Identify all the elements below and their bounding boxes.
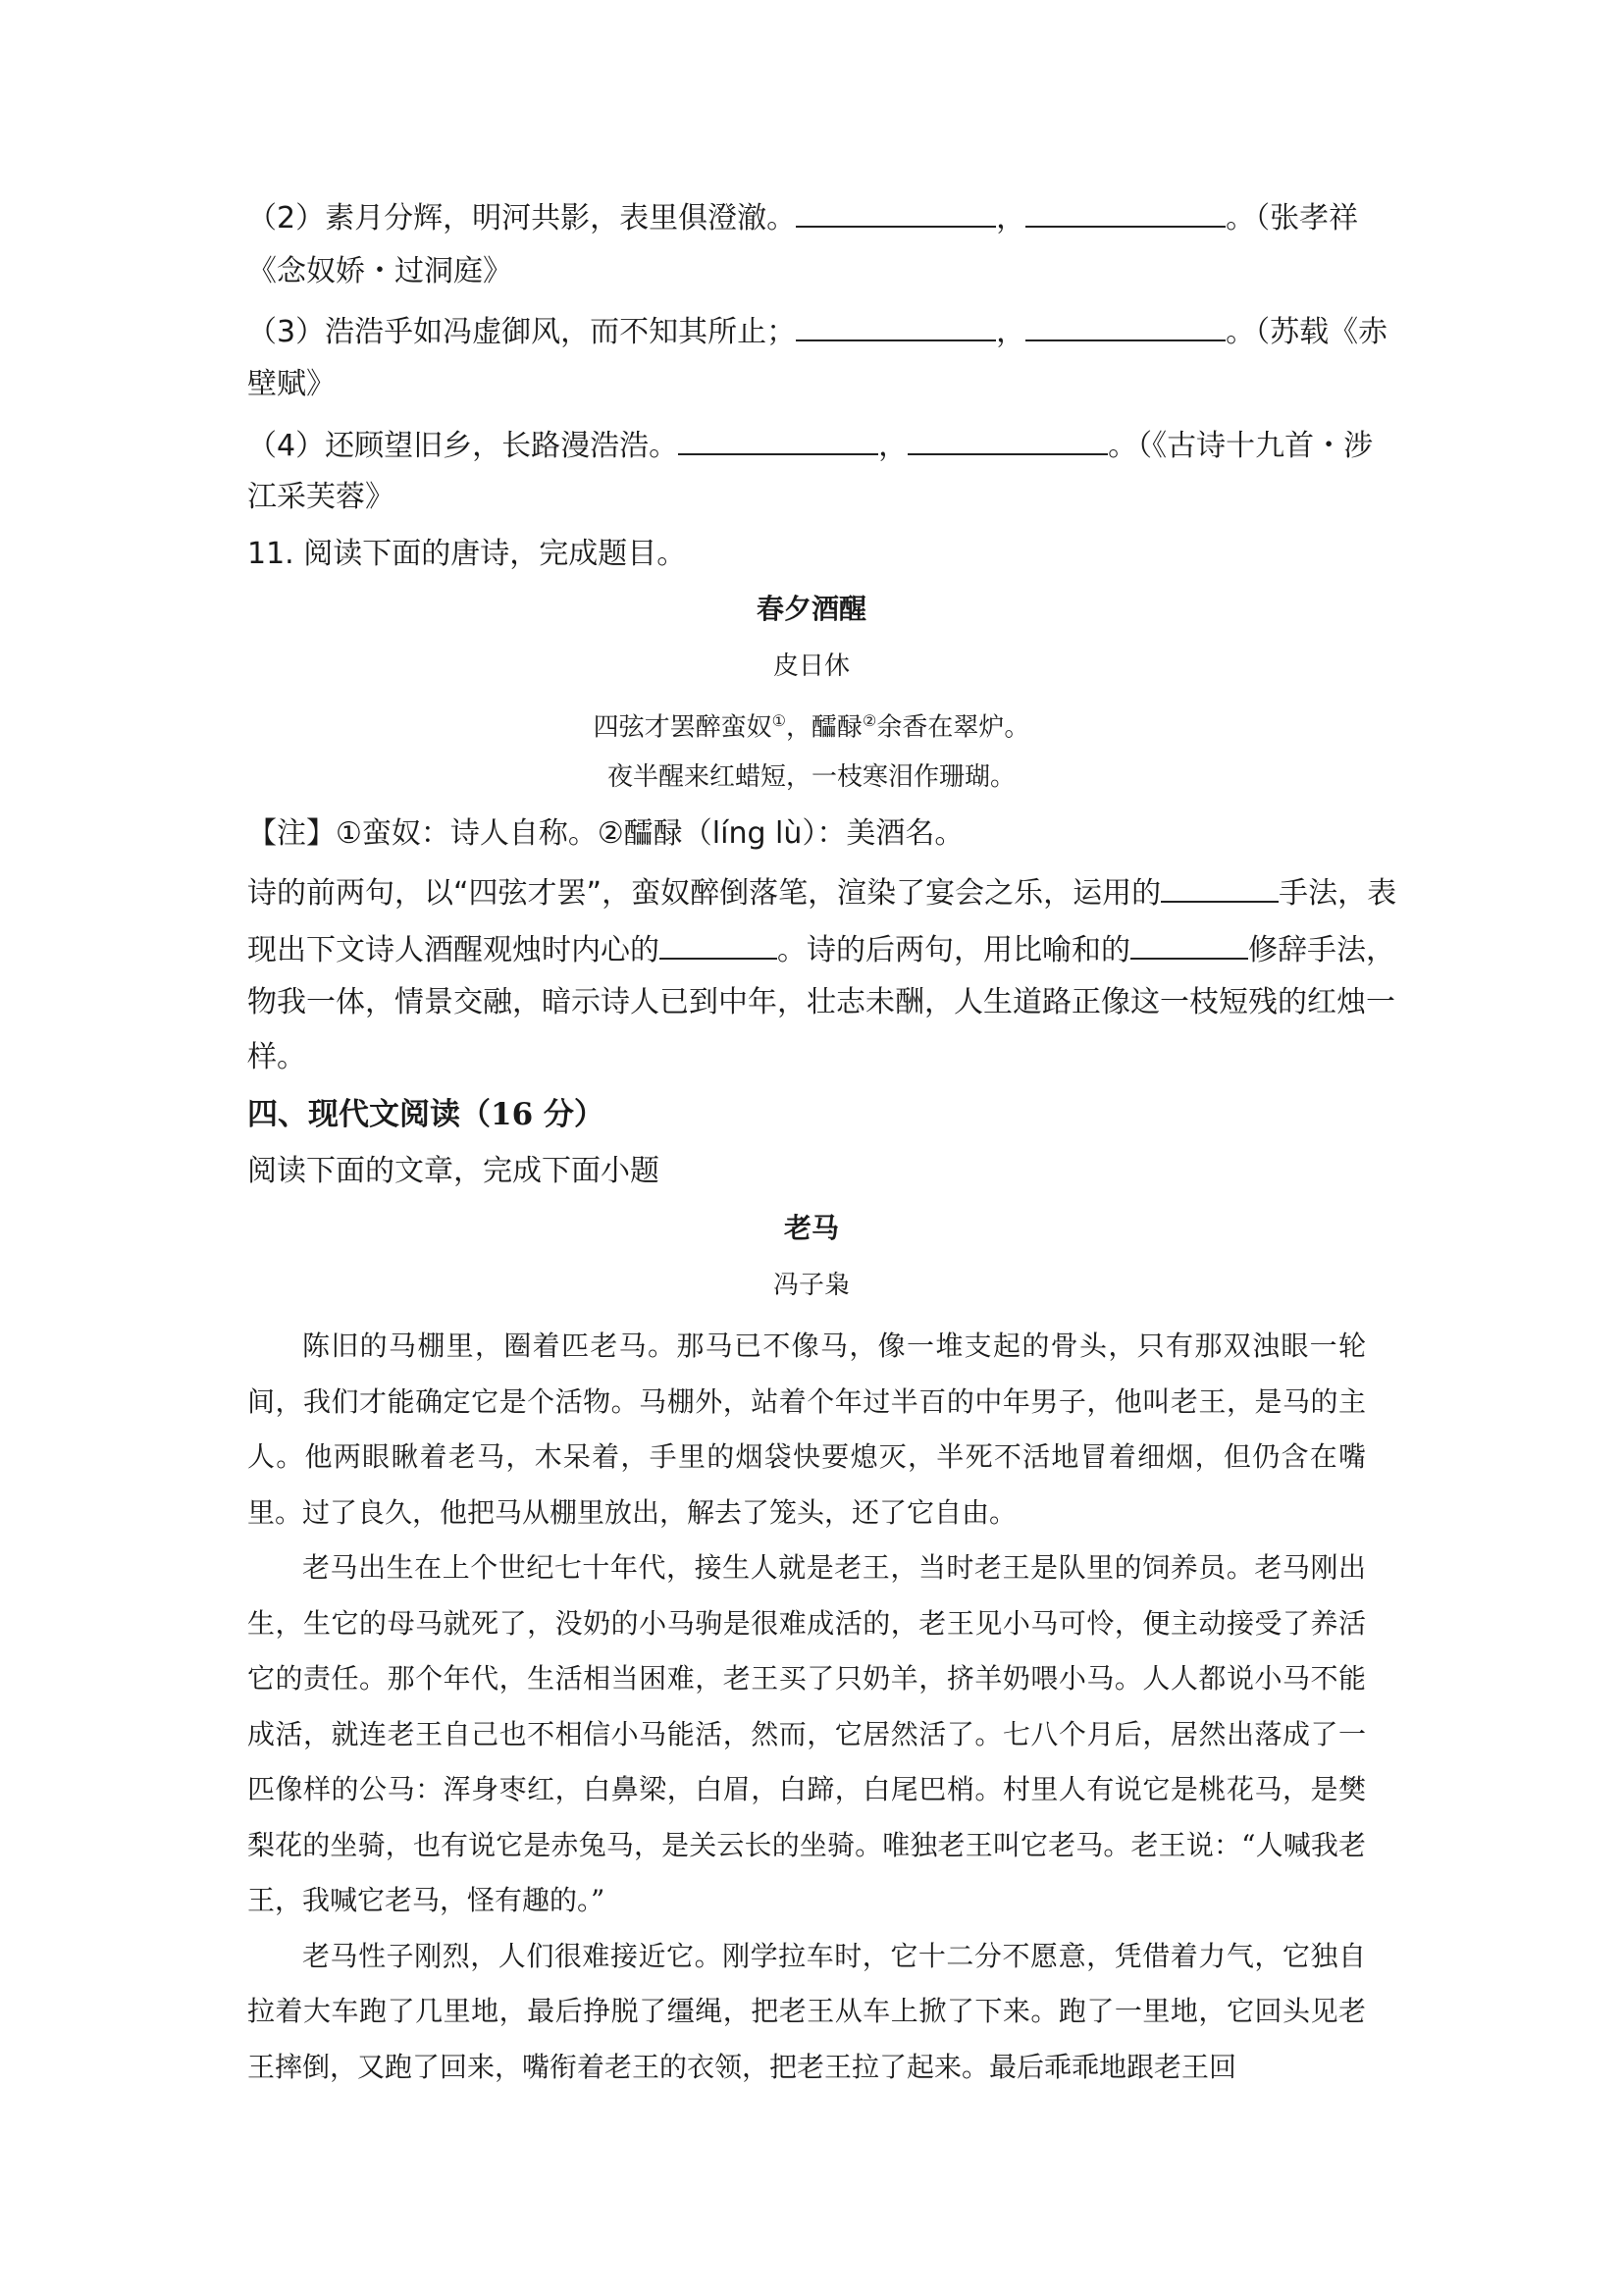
story-title: 老马 xyxy=(783,1212,839,1244)
question-11-line: 物我一体，情景交融，暗示诗人已到中年，壮志未酬，人生道路正像这一枝短残的红烛一 xyxy=(247,985,1395,1019)
answer-blank[interactable] xyxy=(678,424,878,455)
section-instruction: 阅读下面的文章，完成下面小题 xyxy=(247,1154,659,1188)
dictation-q3-cont: 壁赋》 xyxy=(247,367,336,401)
story-author: 冯子枭 xyxy=(772,1271,850,1300)
section-heading: 四、现代文阅读（16 分） xyxy=(247,1097,604,1132)
footnote-marker: ① xyxy=(771,711,786,730)
poem-title: 春夕酒醒 xyxy=(756,593,866,625)
question-11-line: 样。 xyxy=(247,1040,306,1074)
footnote-marker: ② xyxy=(863,711,877,730)
dictation-q2: （2）素月分辉，明河共影，表里俱澄澈。 ， 。（张孝祥 xyxy=(247,196,1358,238)
answer-blank[interactable] xyxy=(1161,871,1279,903)
question-11-line: 诗的前两句，以“四弦才罢”，蛮奴醉倒落笔，渲染了宴会之乐，运用的 手法，表 xyxy=(247,871,1396,913)
dictation-q4: （4）还顾望旧乡，长路漫浩浩。 ， 。（《古诗十九首・涉 xyxy=(247,424,1373,466)
answer-blank[interactable] xyxy=(796,196,996,228)
answer-blank[interactable] xyxy=(796,310,996,341)
poem-line-2: 夜半醒来红蜡短，一枝寒泪作珊瑚。 xyxy=(606,762,1016,792)
poem-note: 【注】①蛮奴：诗人自称。②醽醁（líng lù）：美酒名。 xyxy=(247,816,965,851)
answer-blank[interactable] xyxy=(908,424,1108,455)
story-paragraph: 老马出生在上个世纪七十年代，接生人就是老王，当时老王是队里的饲养员。老马刚出生，生它的母马就死了，没奶的小马驹是很难成活的，老王见小马可怜，便主动接受了养活它的责任。那个年代，生活相当困难，老王买了只奶羊，挤羊奶喂小马。人人都说小马不能成活，就连老王自己也不相信小马能活，然而，它居然活了。七八个月后，居然出落成了一匹像样的公马：浑身枣红，白鼻梁，白眉，白蹄，白尾巴梢。村里人有说它是桃花马，是樊梨花的坐骑，也有说它是赤兔马，是关云长的坐骑。唯独老王叫它老马。老王说：“人喊我老王，我喊它老马，怪有趣的。” xyxy=(247,1551,1366,1916)
dictation-q2-cont: 《念奴娇・过洞庭》 xyxy=(247,254,512,288)
poem-author: 皮日休 xyxy=(772,652,850,681)
poem-line-1: 四弦才罢醉蛮奴①，醽醁②余香在翠炉。 xyxy=(593,711,1030,743)
answer-blank[interactable] xyxy=(659,928,777,960)
answer-blank[interactable] xyxy=(1130,928,1248,960)
answer-blank[interactable] xyxy=(1025,310,1226,341)
dictation-q4-cont: 江采芙蓉》 xyxy=(247,480,394,514)
story-paragraph: 老马性子刚烈，人们很难接近它。刚学拉车时，它十二分不愿意，凭借着力气，它独自拉着大车跑了几里地，最后挣脱了缰绳，把老王从车上掀了下来。跑了一里地，它回头见老王摔倒，又跑了回来，嘴衔着老王的衣领，把老王拉了起来。最后乖乖地跟老王回 xyxy=(247,1939,1366,2083)
question-11-prompt: 11. 阅读下面的唐诗，完成题目。 xyxy=(247,537,687,571)
dictation-q3: （3）浩浩乎如冯虚御风，而不知其所止； ， 。（苏载《赤 xyxy=(247,310,1387,352)
answer-blank[interactable] xyxy=(1025,196,1226,228)
story-body xyxy=(247,1319,1366,2095)
question-11-line: 现出下文诗人酒醒观烛时内心的 。诗的后两句，用比喻和的 修辞手法， xyxy=(247,928,1395,970)
story-paragraph: 陈旧的马棚里，圈着匹老马。那马已不像马，像一堆支起的骨头，只有那双浊眼一轮间，我们才能确定它是个活物。马棚外，站着个年过半百的中年男子，他叫老王，是马的主人。他两眼瞅着老马，木呆着，手里的烟袋快要熄灭，半死不活地冒着细烟，但仍含在嘴里。过了良久，他把马从棚里放出，解去了笼头，还了它自由。 xyxy=(247,1330,1366,1529)
